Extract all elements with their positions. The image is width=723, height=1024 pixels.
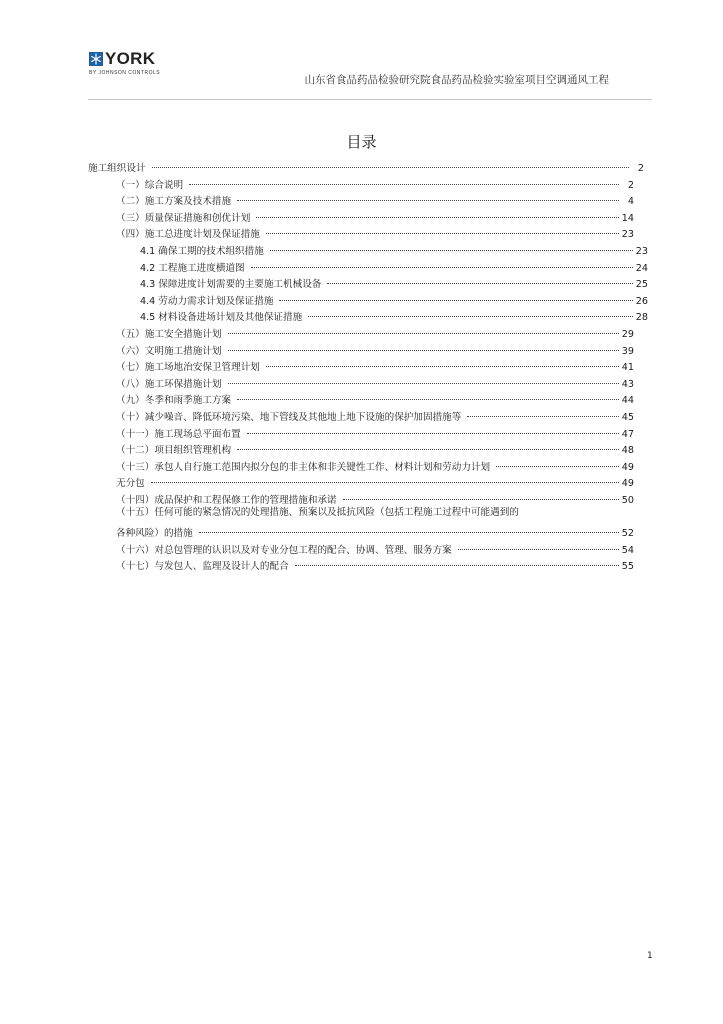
toc-entry-page: 44 — [621, 395, 634, 407]
toc-dot-leader — [237, 186, 619, 201]
project-title: 山东省食品药品检验研究院食品药品检验实验室项目空调通风工程 — [304, 74, 609, 86]
toc-entry-page: 23 — [621, 229, 634, 241]
toc-entry-page: 52 — [621, 528, 634, 540]
toc-entry-page: 2 — [637, 163, 644, 174]
header-divider — [88, 99, 652, 100]
toc-entry[interactable] — [116, 554, 634, 573]
toc-entry-page: 43 — [621, 378, 634, 390]
toc-entry-page: 45 — [621, 412, 634, 423]
toc-dot-leader — [237, 385, 619, 400]
toc-entry-text: （七）施工场地治安保卫管理计划 — [116, 362, 260, 374]
toc-dot-leader — [343, 485, 619, 500]
toc-entry-text: （十一）施工现场总平面布置 — [116, 428, 241, 440]
toc-title: 目录 — [346, 133, 377, 151]
toc-dot-leader — [247, 419, 619, 434]
toc-dot-leader — [496, 452, 619, 467]
toc-dot-leader — [467, 402, 618, 417]
toc-dot-leader — [266, 352, 619, 367]
toc-dot-leader — [308, 302, 633, 317]
logo-tagline: BY JOHNSON CONTROLS — [89, 70, 161, 76]
toc-dot-leader — [256, 203, 618, 218]
toc-dot-leader — [152, 153, 629, 168]
toc-entry-text: （六）文明施工措施计划 — [116, 345, 222, 357]
toc-entry-text: 4.3 保障进度计划需要的主要施工机械设备 — [140, 279, 322, 291]
toc-entry-page: 54 — [621, 544, 634, 556]
toc-entry-page: 47 — [621, 428, 634, 440]
toc-entry-text: （十六）对总包管理的认识以及对专业分包工程的配合、协调、管理、服务方案 — [116, 544, 452, 556]
toc-dot-leader — [228, 319, 619, 334]
toc-entry-page: 55 — [621, 561, 634, 573]
toc-entry-page: 48 — [621, 445, 634, 457]
toc-entry-page: 24 — [635, 262, 648, 274]
toc-entry-text: 4.5 材料设备进场计划及其他保证措施 — [140, 312, 303, 324]
toc-entry-page: 4 — [627, 196, 634, 208]
toc-dot-leader — [228, 369, 619, 384]
toc-entry-page: 29 — [621, 329, 634, 340]
toc-entry-text: （三）质量保证措施和创优计划 — [116, 212, 251, 224]
toc-entry-text: （八）施工环保措施计划 — [116, 378, 222, 390]
toc-entry-page: 25 — [635, 279, 648, 291]
toc-entry-text: （一）综合说明 — [116, 179, 184, 191]
toc-dot-leader — [270, 236, 633, 251]
toc-dot-leader — [151, 468, 619, 483]
toc-entry-page: 49 — [621, 461, 634, 473]
logo-brand-name: YORK — [105, 49, 156, 68]
snowflake-icon — [89, 52, 103, 66]
toc-dot-leader — [458, 535, 619, 550]
toc-dot-leader — [279, 286, 632, 301]
toc-dot-leader — [228, 336, 619, 351]
toc-entry-page: 41 — [621, 362, 634, 374]
toc-entry-text: 4.2 工程施工进度横道图 — [140, 262, 245, 274]
toc-dot-leader — [189, 170, 619, 185]
toc-entry-page: 49 — [621, 478, 634, 490]
toc-entry-text: （二）施工方案及技术措施 — [116, 196, 232, 208]
toc-entry-text: （十）减少噪音、降低环境污染、地下管线及其他地上地下设施的保护加固措施等 — [116, 412, 462, 423]
toc-dot-leader — [251, 253, 633, 268]
toc-entry-text: （四）施工总进度计划及保证措施 — [116, 229, 260, 241]
toc-entry-text: 无分包 — [116, 478, 145, 490]
toc-entry-text: 4.1 确保工期的技术组织措施 — [140, 246, 264, 257]
toc-entry-page: 26 — [635, 295, 648, 307]
toc-entry-text: （九）冬季和雨季施工方案 — [116, 395, 232, 407]
toc-entry-text: （十三）承包人自行施工范围内拟分包的非主体和非关键性工作、材料计划和劳动力计划 — [116, 461, 491, 473]
toc-entry-page: 28 — [635, 312, 648, 324]
toc-entry-page: 23 — [635, 246, 648, 257]
toc-entry-page: 2 — [627, 179, 634, 191]
toc-entry-text: （五）施工安全措施计划 — [116, 329, 222, 340]
toc-entry-text: （十四）成品保护和工程保修工作的管理措施和承诺 — [116, 495, 337, 506]
toc-dot-leader — [295, 551, 619, 566]
toc-entry-page: 50 — [621, 495, 634, 506]
york-logo — [89, 49, 169, 82]
toc-dot-leader — [237, 435, 619, 450]
toc-entry-text: 各种风险）的措施 — [116, 528, 193, 540]
toc-entry-text: （十二）项目组织管理机构 — [116, 445, 232, 457]
toc-entry-text: 4.4 劳动力需求计划及保证措施 — [140, 295, 274, 307]
toc-dot-leader — [199, 518, 619, 533]
toc-entry[interactable] — [116, 488, 634, 504]
toc-dot-leader — [327, 269, 632, 284]
toc-entry-text: 施工组织设计 — [88, 163, 146, 174]
toc-entry-text: （十五）任何可能的紧急情况的处理措施、预案以及抵抗风险（包括工程施工过程中可能遇到的 — [116, 506, 519, 518]
toc-dot-leader — [266, 219, 619, 234]
page-number: 1 — [647, 951, 653, 961]
toc-entry-page: 14 — [621, 212, 634, 224]
toc-entry-text: （十七）与发包人、监理及设计人的配合 — [116, 561, 289, 573]
toc-entry-page: 39 — [621, 345, 634, 357]
